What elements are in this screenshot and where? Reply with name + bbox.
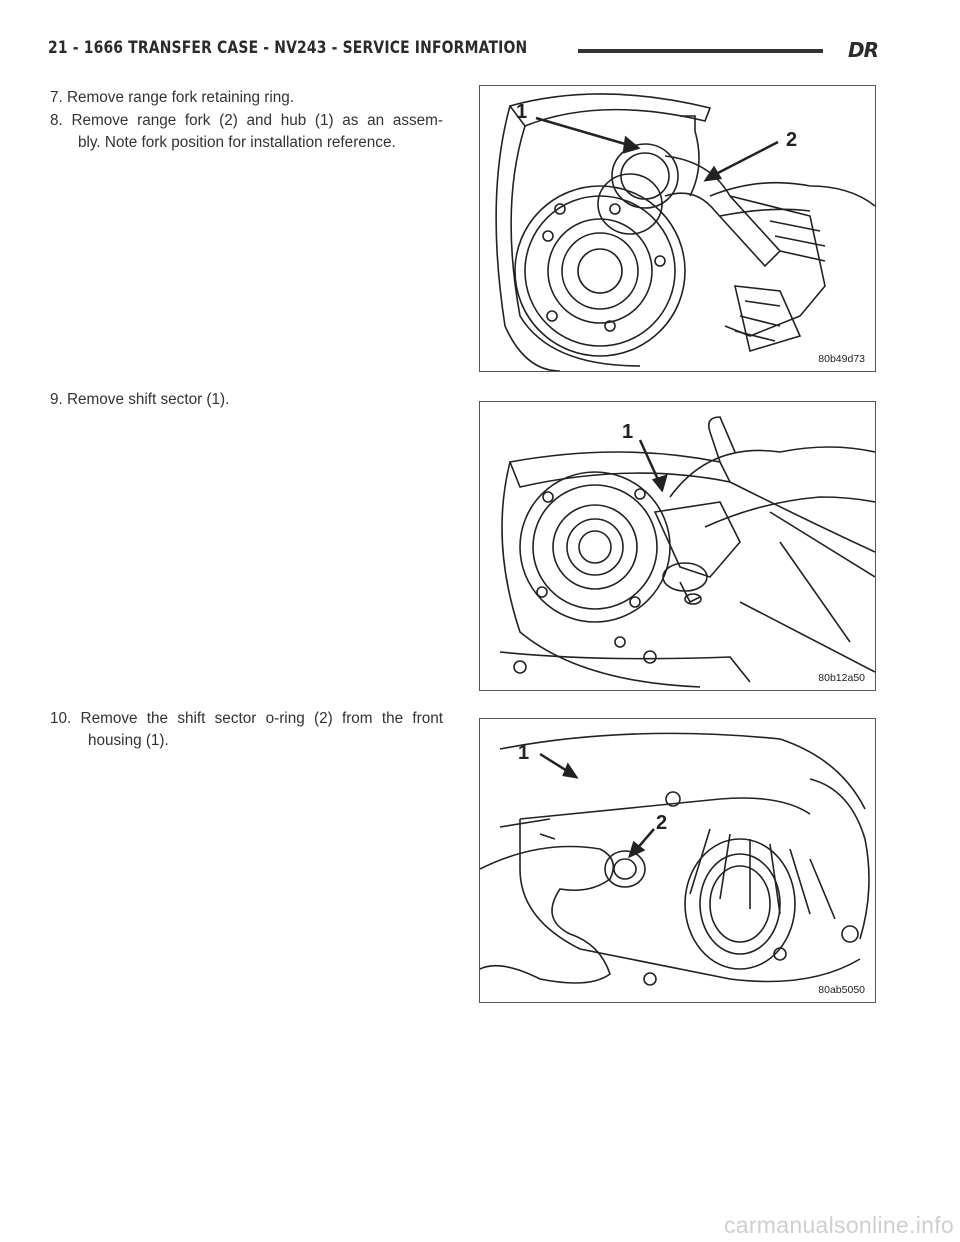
step-10-line1: 10. Remove the shift sector o-ring (2) from the front [50, 710, 443, 727]
step-9 [50, 389, 443, 411]
step-8-line1: 8. Remove range fork (2) and hub (1) as an assem- [50, 112, 443, 129]
step-8-line2: bly. Note fork position for installation reference. [78, 134, 396, 151]
step-10-line2: housing (1). [88, 732, 169, 749]
shift-sector-illustration [480, 402, 875, 690]
dr-logo: DR [847, 38, 878, 62]
footer-watermark: carmanualsonline.info [723, 1212, 954, 1238]
page-header [48, 38, 878, 64]
callout-2: 2 [656, 812, 668, 834]
figure-o-ring [479, 718, 876, 1003]
callout-1: 1 [622, 421, 634, 443]
figure-code: 80ab5050 [818, 984, 865, 996]
range-fork-illustration [480, 86, 875, 371]
callout-1: 1 [516, 101, 528, 123]
page-header-title: 21 - 1666 TRANSFER CASE - NV243 - SERVICE INFORMATION [48, 38, 528, 58]
step-7-text: 7. Remove range fork retaining ring. [50, 89, 295, 106]
callout-1: 1 [518, 742, 530, 764]
step-10 [50, 708, 443, 752]
figure-code: 80b12a50 [818, 672, 865, 684]
figure-shift-sector [479, 401, 876, 691]
callout-2: 2 [786, 129, 798, 151]
figure-range-fork [479, 85, 876, 372]
step-8 [50, 110, 443, 154]
step-7 [50, 87, 443, 109]
o-ring-illustration [480, 719, 875, 1002]
figure-code: 80b49d73 [818, 353, 865, 365]
step-9-text: 9. Remove shift sector (1). [50, 391, 230, 408]
header-rule [578, 49, 823, 53]
